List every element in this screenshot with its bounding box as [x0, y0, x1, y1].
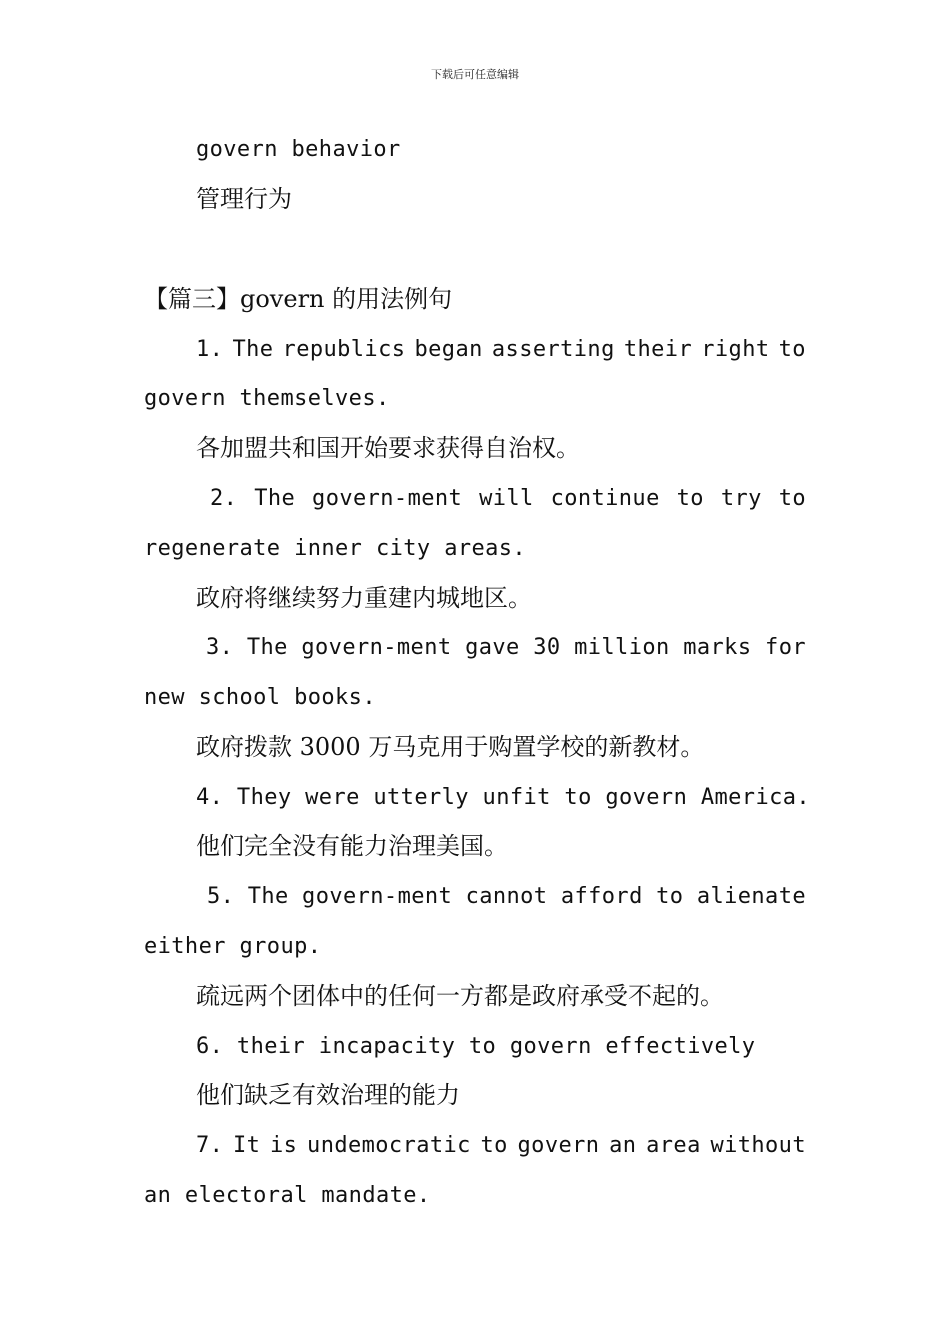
section-title: 【篇三】govern 的用法例句 [144, 285, 453, 313]
word: 3. [206, 635, 234, 660]
word: right [701, 337, 770, 362]
example-4-en-line1: 4. They were utterly unfit to govern America. [196, 785, 811, 810]
example-7-en-line2: an electoral mandate. [144, 1183, 431, 1208]
word: govern-ment [302, 884, 453, 909]
example-1-en-line1 [196, 335, 806, 365]
word: govern-ment [312, 486, 463, 511]
page-header: 下载后可任意编辑 [431, 68, 519, 81]
word: 1. [196, 337, 224, 362]
word: will [479, 486, 534, 511]
example-2-en-line1 [210, 484, 806, 514]
word: to [676, 486, 704, 511]
word: without [710, 1133, 806, 1158]
word: an [609, 1133, 637, 1158]
example-1-en-line2: govern themselves. [144, 386, 390, 411]
example-2-en-line2: regenerate inner city areas. [144, 536, 527, 561]
word: their [623, 337, 693, 362]
word: The [254, 486, 296, 511]
intro-phrase-zh: 管理行为 [196, 185, 292, 213]
example-5-en-line1 [207, 882, 806, 912]
word: began [414, 337, 483, 362]
word: It [233, 1133, 261, 1158]
word: to [656, 884, 684, 909]
intro-phrase-en: govern behavior [196, 137, 401, 162]
example-1-zh: 各加盟共和国开始要求获得自治权。 [196, 434, 580, 462]
word: gave [465, 635, 520, 660]
word: 5. [207, 884, 235, 909]
word: govern-ment [301, 635, 452, 660]
word: The [232, 337, 274, 362]
word: marks [683, 635, 752, 660]
word: to [480, 1133, 508, 1158]
example-6-zh: 他们缺乏有效治理的能力 [196, 1081, 460, 1109]
word: to [778, 337, 806, 362]
word: area [646, 1133, 701, 1158]
example-7-en-line1 [196, 1131, 806, 1161]
word: is [270, 1133, 298, 1158]
word: 7. [196, 1133, 224, 1158]
word: 2. [210, 486, 238, 511]
word: continue [550, 486, 660, 511]
word: The [247, 884, 289, 909]
word: alienate [696, 884, 806, 909]
example-5-en-line2: either group. [144, 934, 322, 959]
word: govern [517, 1133, 600, 1158]
word: afford [560, 884, 643, 909]
word: asserting [491, 337, 615, 362]
word: for [765, 635, 806, 660]
word: try [720, 486, 762, 511]
example-4-zh: 他们完全没有能力治理美国。 [196, 832, 508, 860]
example-6-en-line1: 6. their incapacity to govern effectively [196, 1034, 756, 1059]
word: million [574, 635, 670, 660]
example-3-zh: 政府拨款 3000 万马克用于购置学校的新教材。 [196, 733, 705, 761]
word: cannot [465, 884, 548, 909]
word: to [778, 486, 806, 511]
example-3-en-line1 [206, 633, 806, 663]
word: 30 [533, 635, 561, 660]
word: The [246, 635, 288, 660]
example-2-zh: 政府将继续努力重建内城地区。 [196, 584, 532, 612]
word: republics [282, 337, 406, 362]
example-3-en-line2: new school books. [144, 685, 376, 710]
example-5-zh: 疏远两个团体中的任何一方都是政府承受不起的。 [196, 982, 724, 1010]
word: undemocratic [307, 1133, 471, 1158]
